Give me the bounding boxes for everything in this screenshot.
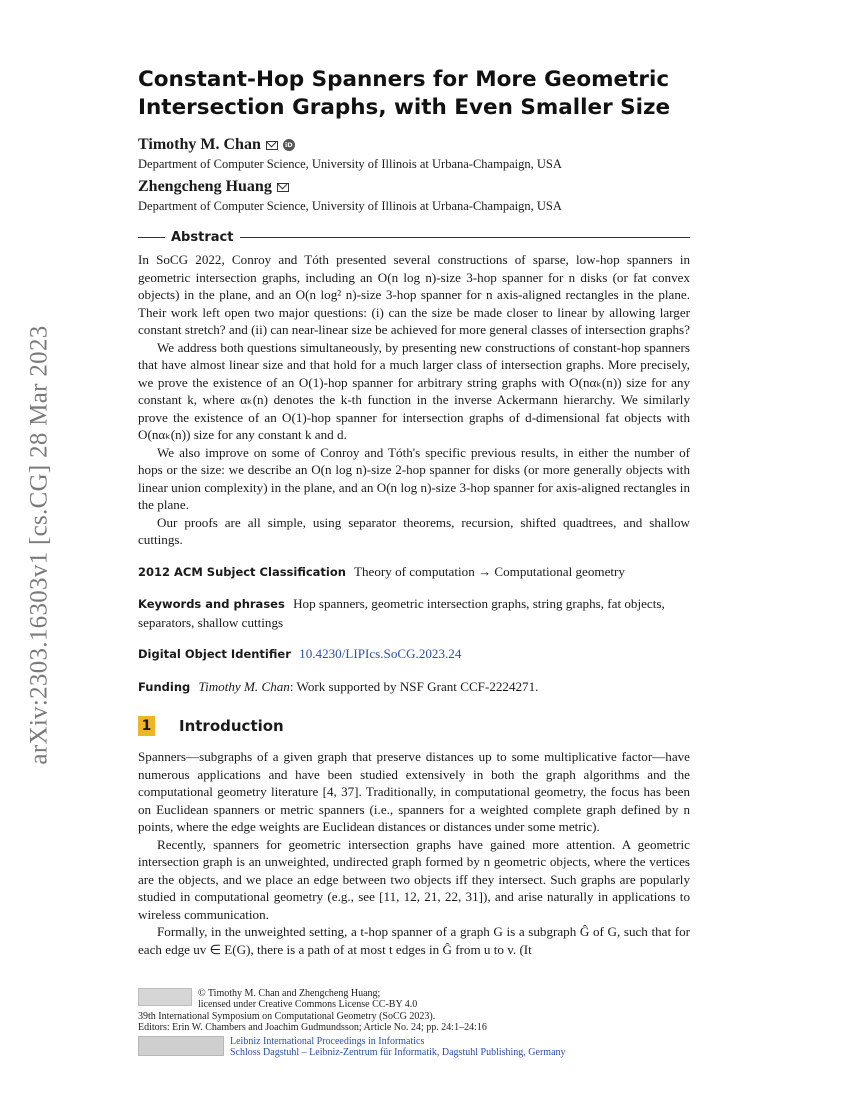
- author-name: Zhengcheng Huang: [138, 178, 690, 196]
- abstract-body: [138, 251, 690, 549]
- intro-paragraph: Formally, in the unweighted setting, a t-hop spanner of a graph G is a subgraph Ĝ of G, such that for each edge uv ∈ E(G), there is a path of at most t edges in Ĝ from u to v. (It: [138, 924, 690, 957]
- author-block: [138, 136, 690, 172]
- paper-content: [138, 66, 690, 958]
- lipics-row: [138, 1036, 698, 1059]
- lipics-series[interactable]: Leibniz International Proceedings in Informatics: [230, 1036, 425, 1048]
- author-name: Timothy M. Chan iD: [138, 136, 690, 154]
- abstract-paragraph: In SoCG 2022, Conroy and Tóth presented several constructions of sparse, low-hop spanners in geometric intersection graphs, including an O(n log n)-size 3-hop spanner for n disks (or fat convex objects) in the plane, and an O(n log² n)-size 3-hop spanner for n axis-aligned rectangles in the plane. Their work left open two major questions: (i) can the size be made closer to linear by allowing larger constant stretch? and (ii) can near-linear size be achieved for more general classes of intersection graphs?: [138, 252, 690, 337]
- author-block: [138, 178, 690, 214]
- section-title: Introduction: [179, 717, 284, 735]
- abstract-rule-left: [138, 237, 165, 238]
- doi: Digital Object Identifier 10.4230/LIPIcs.SoCG.2023.24: [138, 646, 462, 661]
- funding: Funding Timothy M. Chan: Work supported by NSF Grant CCF-2224271.: [138, 678, 539, 694]
- author-affiliation: Department of Computer Science, University of Illinois at Urbana-Champaign, USA: [138, 157, 562, 171]
- mail-icon[interactable]: [266, 141, 278, 150]
- publisher[interactable]: Schloss Dagstuhl – Leibniz-Zentrum für Informatik, Dagstuhl Publishing, Germany: [230, 1047, 566, 1059]
- abstract-heading: Abstract: [138, 230, 690, 245]
- acm-classification: 2012 ACM Subject Classification Theory of computation → Computational geometry: [138, 563, 625, 579]
- page-footer: [138, 988, 698, 1059]
- introduction-body: [138, 748, 690, 958]
- paper-title: Constant-Hop Spanners for More Geometric Intersection Graphs, with Even Smaller Size: [138, 67, 671, 120]
- license-row: [138, 988, 698, 1011]
- cc-by-logo: [138, 988, 192, 1006]
- abstract-rule-right: [240, 237, 690, 238]
- author-affiliation: Department of Computer Science, University of Illinois at Urbana-Champaign, USA: [138, 199, 562, 213]
- intro-paragraph: Recently, spanners for geometric intersection graphs have gained more attention. A geometric intersection graph is an unweighted, undirected graph formed by n geometric objects, where the vertices are the objects, and we place an edge between two objects iff they intersect. Such graphs are popularly studied in computational geometry (e.g., see [11, 12, 21, 22, 31]), and arise naturally in applications to wireless communication.: [138, 836, 690, 922]
- editors: Editors: Erin W. Chambers and Joachim Gudmundsson; Article No. 24; pp. 24:1–24:16: [138, 1021, 487, 1033]
- section-number: 1: [138, 716, 155, 736]
- lipics-logo: [138, 1036, 224, 1056]
- doi-link[interactable]: 10.4230/LIPIcs.SoCG.2023.24: [299, 646, 462, 661]
- intro-paragraph: Spanners—subgraphs of a given graph that preserve distances up to some multiplicative factor—have numerous applications and have been studied extensively in both the graph algorithms and the computational geometry literature [4, 37]. Traditionally, in computational geometry, the focus has been on Euclidean spanners or metric spanners (i.e., spanners for a weighted complete graph defined by n points, where the edge weights are Euclidean distances or distances under some metric).: [138, 749, 690, 834]
- orcid-icon[interactable]: iD: [283, 139, 295, 151]
- mail-icon[interactable]: [277, 183, 289, 192]
- conference: 39th International Symposium on Computational Geometry (SoCG 2023).: [138, 1010, 436, 1022]
- section-heading: [138, 716, 690, 736]
- license: licensed under Creative Commons License CC-BY 4.0: [198, 999, 418, 1011]
- abstract-paragraph: Our proofs are all simple, using separator theorems, recursion, shifted quadtrees, and shallow cuttings.: [138, 514, 690, 547]
- abstract-paragraph: We address both questions simultaneously, by presenting new constructions of constant-hop spanners that have almost linear size and that hold for a much larger class of intersection graphs. More precisely, we prove the existence of an O(1)-hop spanner for arbitrary string graphs with O(nαₖ(n)) size for any constant k, where αₖ(n) denotes the k-th function in the inverse Ackermann hierarchy. We similarly prove the existence of an O(1)-hop spanner for intersection graphs of d-dimensional fat objects with O(nαₖ(n)) size for any constant k and d.: [138, 339, 690, 442]
- copyright: © Timothy M. Chan and Zhengcheng Huang;: [198, 988, 381, 999]
- abstract-paragraph: We also improve on some of Conroy and Tóth's specific previous results, in either the number of hops or the size: we describe an O(n log n)-size 2-hop spanner for disks (or more generally objects with linear union complexity) in the plane, and an O(n log n)-size 3-hop spanner for axis-aligned rectangles in the plane.: [138, 444, 690, 512]
- arxiv-stamp: [22, 290, 58, 800]
- arxiv-id: arXiv:2303.16303v1 [cs.CG] 28 Mar 2023: [26, 325, 53, 765]
- keywords: Keywords and phrases Hop spanners, geometric intersection graphs, string graphs, fat objects, separators, shallow cuttings: [138, 596, 665, 630]
